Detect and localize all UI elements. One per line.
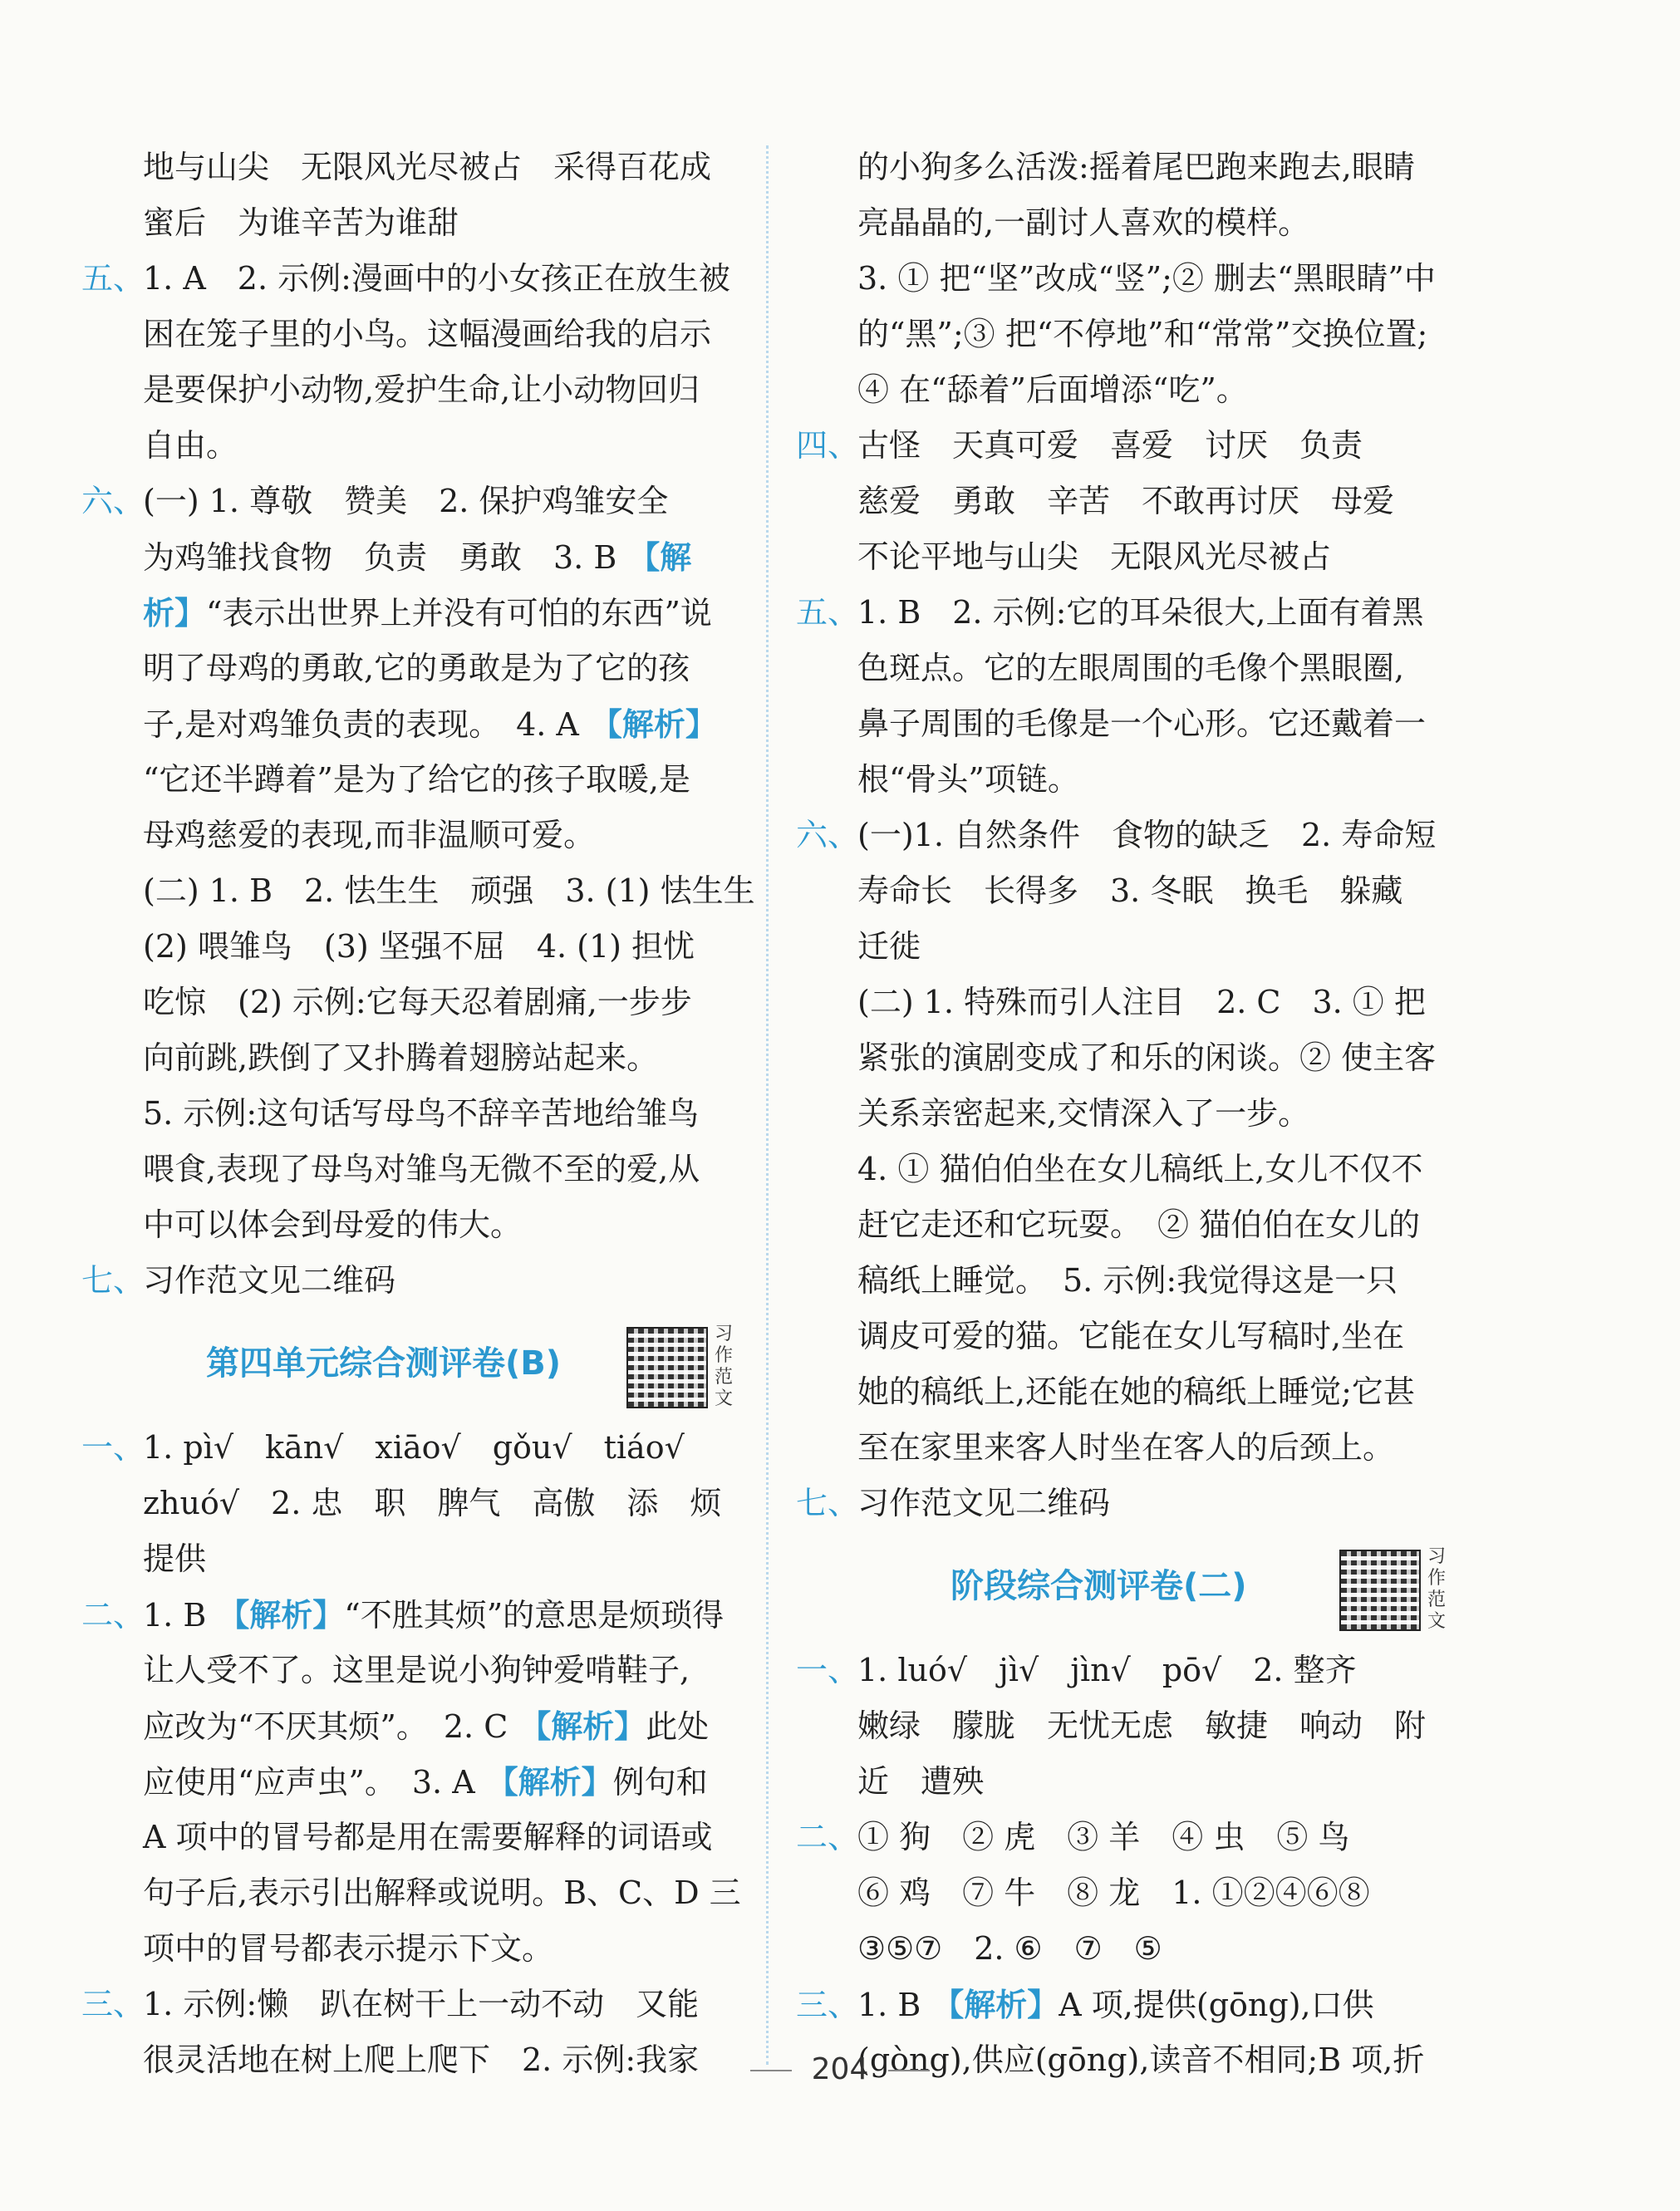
page-number: 204 bbox=[811, 2052, 869, 2086]
answer-line bbox=[81, 1253, 738, 1309]
answer-text: (一) 1. 尊敬 赞美 2. 保护鸡雏安全 bbox=[143, 483, 669, 519]
answer-text: “它还半蹲着”是为了给它的孩子取暖,是 bbox=[143, 761, 690, 798]
answer-text: 句子后,表示引出解释或说明。B、C、D 三 bbox=[143, 1874, 741, 1911]
question-marker: 一、 bbox=[81, 1429, 145, 1466]
answer-line bbox=[81, 975, 738, 1030]
answer-text: 明了母鸡的勇敢,它的勇敢是为了它的孩 bbox=[143, 650, 690, 686]
answer-line bbox=[81, 251, 738, 307]
question-marker: 三、 bbox=[81, 1986, 145, 2022]
answer-text: 赶它走还和它玩耍。 ② 猫伯伯在女儿的 bbox=[857, 1206, 1421, 1243]
answer-line bbox=[796, 1977, 1452, 2032]
answer-text: 她的稿纸上,还能在她的稿纸上睡觉;它甚 bbox=[857, 1373, 1415, 1410]
answer-line bbox=[796, 418, 1452, 474]
answer-text: 亮晶晶的,一副讨人喜欢的模样。 bbox=[857, 204, 1310, 241]
answer-line bbox=[796, 1810, 1452, 1865]
answer-text: 5. 示例:这句话写母鸟不辞辛苦地给雏鸟 bbox=[143, 1095, 700, 1132]
answer-text: 调皮可爱的猫。它能在女儿写稿时,坐在 bbox=[857, 1318, 1405, 1354]
answer-line bbox=[81, 1921, 738, 1977]
question-marker: 五、 bbox=[796, 594, 860, 631]
qr-label: 习作范文 bbox=[1427, 1546, 1447, 1632]
answer-text: 1. B bbox=[143, 1597, 207, 1634]
answer-line bbox=[796, 1643, 1452, 1698]
answer-text: ③⑤⑦ 2. ⑥ ⑦ ⑤ bbox=[857, 1930, 1162, 1967]
footer-dash bbox=[888, 2070, 930, 2071]
answer-line bbox=[796, 1086, 1452, 1142]
analysis-tag: 【解析】 bbox=[218, 1596, 345, 1634]
answer-text: 1. luó√ jì√ jìn√ pō√ 2. 整齐 bbox=[857, 1652, 1357, 1688]
question-marker: 四、 bbox=[796, 427, 860, 464]
answer-text: 应使用“应声虫”。 3. A bbox=[143, 1764, 475, 1801]
answer-line bbox=[796, 752, 1452, 808]
question-marker: 七、 bbox=[796, 1485, 860, 1521]
answer-text: 为鸡雏找食物 负责 勇敢 3. B bbox=[143, 539, 617, 576]
answer-line bbox=[81, 863, 755, 919]
answer-text: (gòng),供应(gōng),读音不相同;B 项,折 bbox=[857, 2041, 1425, 2078]
answer-line bbox=[796, 1197, 1452, 1253]
question-marker: 一、 bbox=[796, 1652, 860, 1688]
answer-line bbox=[81, 529, 738, 585]
answer-text: 迁徙 bbox=[857, 928, 921, 965]
answer-line bbox=[81, 585, 738, 641]
question-marker: 五、 bbox=[81, 260, 145, 297]
answer-line bbox=[81, 808, 738, 863]
answer-line bbox=[796, 529, 1452, 585]
answer-line bbox=[81, 1977, 738, 2032]
answer-line bbox=[81, 1420, 738, 1476]
answer-text: 1. 示例:懒 趴在树干上一动不动 又能 bbox=[143, 1986, 700, 2022]
section-title: 第四单元综合测评卷(B) bbox=[206, 1344, 562, 1383]
answer-line bbox=[796, 1476, 1452, 1531]
answer-line bbox=[796, 1754, 1452, 1810]
answer-text: 中可以体会到母爱的伟大。 bbox=[143, 1206, 523, 1243]
qr-code-icon[interactable] bbox=[1339, 1550, 1421, 1631]
answer-line bbox=[81, 641, 738, 696]
answer-text: 习作范文见二维码 bbox=[857, 1485, 1111, 1521]
answer-text: 是要保护小动物,爱护生命,让小动物回归 bbox=[143, 371, 700, 408]
answer-line bbox=[796, 919, 1452, 975]
answer-text: 色斑点。它的左眼周围的毛像个黑眼圈, bbox=[857, 650, 1405, 686]
analysis-tag: 【解析】 bbox=[932, 1986, 1059, 2023]
answer-text: 鼻子周围的毛像是一个心形。它还戴着一 bbox=[857, 705, 1427, 742]
answer-line bbox=[796, 808, 1452, 863]
answer-text: 例句和 bbox=[612, 1764, 708, 1801]
answer-line bbox=[796, 1142, 1452, 1197]
analysis-tag: 【解析】 bbox=[590, 705, 717, 743]
right-column bbox=[796, 140, 1452, 2088]
answer-text: 子,是对鸡雏负责的表现。 4. A bbox=[143, 706, 579, 743]
analysis-tag: 【解 bbox=[628, 538, 692, 576]
question-marker: 六、 bbox=[796, 817, 860, 853]
answer-text: 嫩绿 朦胧 无忧无虑 敏捷 响动 附 bbox=[857, 1707, 1427, 1744]
answer-text: 习作范文见二维码 bbox=[143, 1262, 396, 1299]
question-marker: 六、 bbox=[81, 483, 145, 519]
left-column bbox=[81, 140, 755, 2088]
answer-line bbox=[796, 1309, 1452, 1364]
answer-line bbox=[81, 1086, 738, 1142]
answer-line bbox=[796, 1865, 1452, 1921]
answer-line bbox=[81, 1476, 738, 1531]
answer-text: 的小狗多么活泼:摇着尾巴跑来跑去,眼睛 bbox=[857, 149, 1415, 185]
answer-line bbox=[81, 307, 738, 362]
answer-text: ① 狗 ② 虎 ③ 羊 ④ 虫 ⑤ 鸟 bbox=[857, 1819, 1350, 1855]
answer-text: 喂食,表现了母鸟对雏鸟无微不至的爱,从 bbox=[143, 1151, 700, 1187]
answer-text: A 项中的冒号都是用在需要解释的词语或 bbox=[143, 1819, 713, 1855]
answer-text: 稿纸上睡觉。 5. 示例:我觉得这是一只 bbox=[857, 1262, 1398, 1299]
answer-line bbox=[81, 1865, 741, 1921]
answer-line bbox=[796, 1921, 1452, 1977]
question-marker: 二、 bbox=[796, 1819, 860, 1855]
answer-text: 1. A 2. 示例:漫画中的小女孩正在放生被 bbox=[143, 260, 730, 297]
answer-line bbox=[81, 696, 738, 752]
answer-text: 3. ① 把“坚”改成“竖”;② 删去“黑眼睛”中 bbox=[857, 260, 1436, 297]
answer-text: 1. B 2. 示例:它的耳朵很大,上面有着黑 bbox=[857, 594, 1424, 631]
answer-text: 吃惊 (2) 示例:它每天忍着剧痛,一步步 bbox=[143, 984, 692, 1020]
footer-dash bbox=[750, 2070, 792, 2071]
answer-text: 的“黑”;③ 把“不停地”和“常常”交换位置; bbox=[857, 316, 1428, 352]
answer-text: 困在笼子里的小鸟。这幅漫画给我的启示 bbox=[143, 316, 712, 352]
answer-text: 蜜后 为谁辛苦为谁甜 bbox=[143, 204, 459, 241]
answer-text: ⑥ 鸡 ⑦ 牛 ⑧ 龙 1. ①②④⑥⑧ bbox=[857, 1874, 1370, 1911]
answer-line bbox=[796, 362, 1452, 418]
answer-line bbox=[796, 251, 1452, 307]
answer-line bbox=[796, 975, 1452, 1030]
answer-line bbox=[81, 1698, 738, 1754]
answer-line bbox=[796, 1420, 1452, 1476]
answer-text: “表示出世界上并没有可怕的东西”说 bbox=[206, 595, 712, 631]
answer-line bbox=[796, 307, 1452, 362]
answer-text: (二) 1. 特殊而引人注目 2. C 3. ① 把 bbox=[857, 984, 1426, 1020]
analysis-tag: 【解析】 bbox=[519, 1707, 646, 1745]
column-divider bbox=[766, 145, 769, 2065]
answer-text: A 项,提供(gōng),口供 bbox=[1059, 1987, 1374, 2023]
qr-code-icon[interactable] bbox=[626, 1327, 708, 1408]
answer-text: 向前跳,跌倒了又扑腾着翅膀站起来。 bbox=[143, 1039, 659, 1076]
answer-text: 让人受不了。这里是说小狗钟爱啃鞋子, bbox=[143, 1652, 690, 1688]
answer-line bbox=[81, 1810, 738, 1865]
answer-text: 项中的冒号都表示提示下文。 bbox=[143, 1930, 554, 1967]
answer-text: 关系亲密起来,交情深入了一步。 bbox=[857, 1095, 1310, 1132]
answer-line bbox=[81, 1587, 738, 1643]
unit-4-test-b-heading bbox=[81, 1309, 738, 1420]
answer-text: 至在家里来客人时坐在客人的后颈上。 bbox=[857, 1429, 1395, 1466]
answer-text: ④ 在“舔着”后面增添“吃”。 bbox=[857, 371, 1248, 408]
stage-test-2-heading bbox=[796, 1531, 1452, 1643]
answer-text: 1. pì√ kān√ xiāo√ gǒu√ tiáo√ bbox=[143, 1429, 685, 1466]
answer-line bbox=[81, 1531, 738, 1587]
answer-line bbox=[81, 1754, 738, 1810]
answer-text: 古怪 天真可爱 喜爱 讨厌 负责 bbox=[857, 427, 1363, 464]
page-footer bbox=[0, 2052, 1680, 2086]
answer-line bbox=[796, 1253, 1452, 1309]
answer-line bbox=[81, 195, 738, 251]
answer-text: (二) 1. B 2. 怯生生 顽强 3. (1) 怯生生 bbox=[143, 872, 755, 909]
answer-line bbox=[81, 474, 738, 529]
answer-line bbox=[81, 362, 738, 418]
answer-text: 1. B bbox=[857, 1987, 921, 2023]
answer-line bbox=[796, 195, 1452, 251]
answer-text: 母鸡慈爱的表现,而非温顺可爱。 bbox=[143, 817, 596, 853]
answer-line bbox=[796, 474, 1452, 529]
answer-line bbox=[81, 140, 738, 195]
question-marker: 七、 bbox=[81, 1262, 145, 1299]
answer-text: 此处 bbox=[646, 1708, 710, 1745]
answer-line bbox=[796, 585, 1452, 641]
analysis-tag: 【解析】 bbox=[486, 1763, 613, 1801]
answer-line bbox=[796, 1364, 1452, 1420]
answer-text: 4. ① 猫伯伯坐在女儿稿纸上,女儿不仅不 bbox=[857, 1151, 1423, 1187]
answer-line bbox=[81, 1643, 738, 1698]
answer-line bbox=[796, 641, 1452, 696]
section-title: 阶段综合测评卷(二) bbox=[951, 1567, 1247, 1605]
answer-text: zhuó√ 2. 忠 职 脾气 高傲 添 烦 bbox=[143, 1485, 722, 1521]
answer-text: 自由。 bbox=[143, 427, 238, 464]
qr-label: 习作范文 bbox=[715, 1324, 734, 1409]
answer-text: 提供 bbox=[143, 1540, 207, 1577]
answer-text: 地与山尖 无限风光尽被占 采得百花成 bbox=[143, 149, 712, 185]
answer-line bbox=[81, 1197, 738, 1253]
answer-line bbox=[796, 863, 1452, 919]
answer-text: 不论平地与山尖 无限风光尽被占 bbox=[857, 538, 1332, 575]
answer-text: (一)1. 自然条件 食物的缺乏 2. 寿命短 bbox=[857, 817, 1437, 853]
answer-line bbox=[81, 1142, 738, 1197]
answer-text: (2) 喂雏鸟 (3) 坚强不屈 4. (1) 担忧 bbox=[143, 928, 695, 965]
answer-line bbox=[81, 418, 738, 474]
answer-text: 应改为“不厌其烦”。 2. C bbox=[143, 1708, 508, 1745]
answer-line bbox=[796, 1698, 1452, 1754]
answer-text: 根“骨头”项链。 bbox=[857, 761, 1079, 798]
answer-line bbox=[81, 752, 738, 808]
answer-line bbox=[81, 919, 738, 975]
answer-text: “不胜其烦”的意思是烦琐得 bbox=[344, 1597, 725, 1634]
answer-line bbox=[796, 696, 1452, 752]
analysis-tag: 析】 bbox=[143, 594, 207, 631]
answer-text: 近 遭殃 bbox=[857, 1763, 985, 1800]
question-marker: 二、 bbox=[81, 1597, 145, 1634]
answer-text: 紧张的演剧变成了和乐的闲谈。② 使主客 bbox=[857, 1039, 1437, 1076]
answer-text: 慈爱 勇敢 辛苦 不敢再讨厌 母爱 bbox=[857, 483, 1395, 519]
answer-line bbox=[796, 140, 1452, 195]
answer-text: 寿命长 长得多 3. 冬眠 换毛 躲藏 bbox=[857, 872, 1403, 909]
answer-text: 很灵活地在树上爬上爬下 2. 示例:我家 bbox=[143, 2041, 700, 2078]
answer-line bbox=[81, 1030, 738, 1086]
answer-line bbox=[796, 1030, 1452, 1086]
question-marker: 三、 bbox=[796, 1987, 860, 2023]
